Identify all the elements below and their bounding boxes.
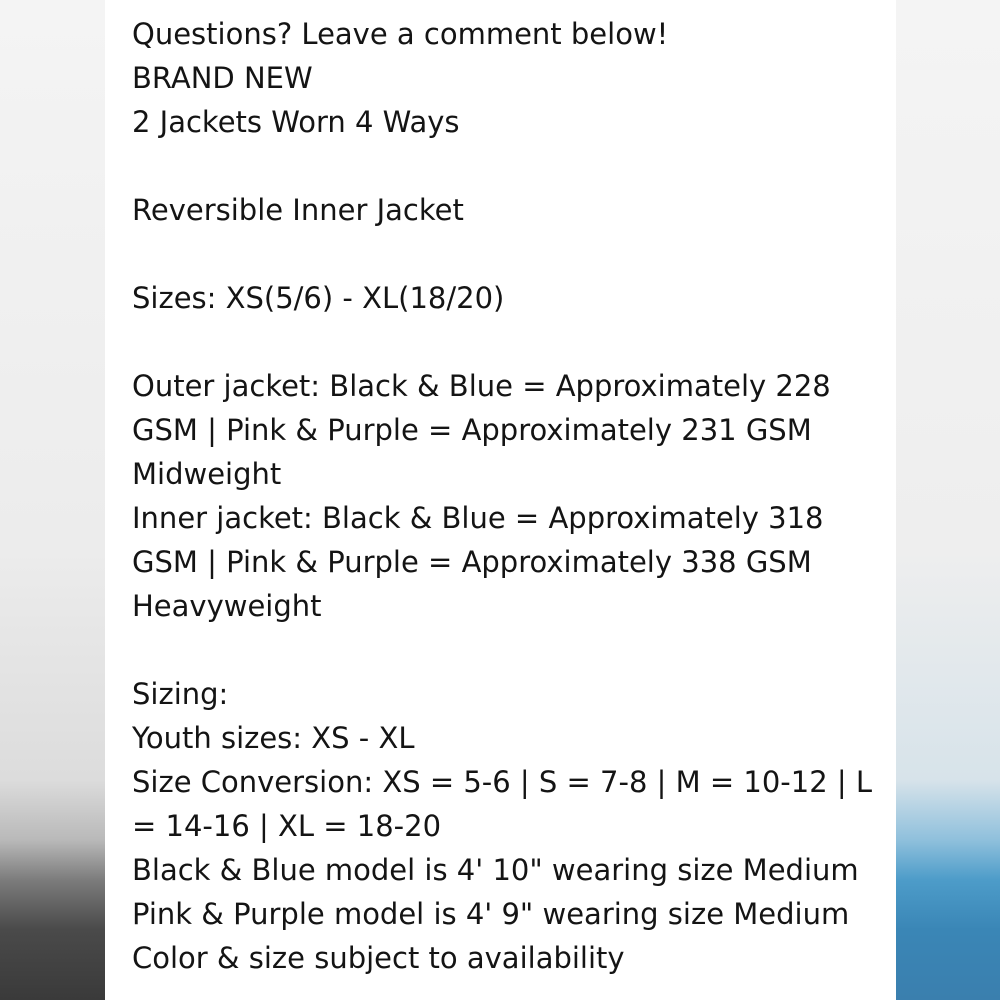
text-line: BRAND NEW: [132, 61, 313, 95]
text-line: Sizes: XS(5/6) - XL(18/20): [132, 281, 505, 315]
text-line: Questions? Leave a comment below!: [132, 17, 669, 51]
text-line: Youth sizes: XS - XL: [132, 721, 415, 755]
text-line: Midweight: [132, 457, 282, 491]
left-blurred-background: [0, 0, 105, 1000]
text-line: Inner jacket: Black & Blue = Approximately 318: [132, 501, 824, 535]
text-line: Heavyweight: [132, 589, 322, 623]
text-line: = 14-16 | XL = 18-20: [132, 809, 442, 843]
blank-line: [132, 320, 882, 364]
right-blurred-background: [896, 0, 1000, 1000]
text-line: Black & Blue model is 4' 10" wearing size Medium: [132, 853, 859, 887]
blank-line: [132, 232, 882, 276]
text-line: GSM | Pink & Purple = Approximately 231 GSM: [132, 413, 812, 447]
text-line: Size Conversion: XS = 5-6 | S = 7-8 | M = 10-12 | L: [132, 765, 873, 799]
text-line: 2 Jackets Worn 4 Ways: [132, 105, 460, 139]
text-line: Outer jacket: Black & Blue = Approximately 228: [132, 369, 831, 403]
text-line: Sizing:: [132, 677, 229, 711]
description-text: [132, 12, 882, 980]
text-line: GSM | Pink & Purple = Approximately 338 GSM: [132, 545, 812, 579]
blank-line: [132, 628, 882, 672]
text-line: Color & size subject to availability: [132, 941, 625, 975]
text-line: Pink & Purple model is 4' 9" wearing size Medium: [132, 897, 850, 931]
blank-line: [132, 144, 882, 188]
text-line: Reversible Inner Jacket: [132, 193, 464, 227]
